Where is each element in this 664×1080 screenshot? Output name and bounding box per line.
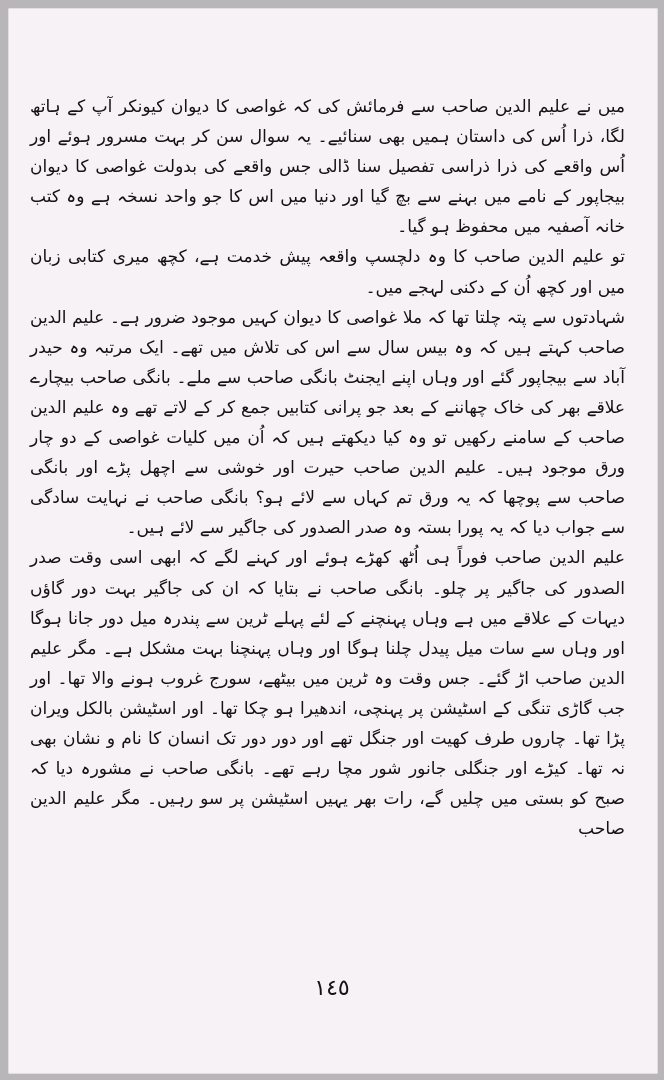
paragraph: علیم الدین صاحب فوراً ہی اُٹھ کھڑے ہوئے اور کہنے لگے کہ ابھی اسی وقت صدر الصدور کی جاگیر پر چلو۔ بانگی صاحب نے بتایا کہ ان کی جاگیر بہت دور گاؤں دیہات کے علاقے میں ہے وہاں پہنچنے کے لئے پہلے ٹرین سے پندرہ میل دور جانا ہوگا اور وہاں سے سات میل پیدل چلنا ہوگا اور وہاں پہنچنا بہت مشکل ہے۔ مگر علیم الدین صاحب اڑ گئے۔ جس وقت وہ ٹرین میں بیٹھے، سورج غروب ہونے والا تھا۔ اور جب گاڑی تنگی کے اسٹیشن پر پہنچی، اندھیرا ہو چکا تھا۔ اور اسٹیشن بالکل ویران پڑا تھا۔ چاروں طرف کھیت اور جنگل تھے اور دور دور تک انسان کا نام و نشان بھی نہ تھا۔ کیڑے اور جنگلی جانور شور مچا رہے تھے۔ بانگی صاحب نے مشورہ دیا کہ صبح کو بستی میں چلیں گے، رات بھر یہیں اسٹیشن پر سو رہیں۔ مگر علیم الدین صاحب xyxy=(30,548,625,840)
page-number: ١٤٥ xyxy=(314,976,350,1001)
paragraph: میں نے علیم الدین صاحب سے فرمائش کی کہ غواصی کا دیوان کیونکر آپ کے ہاتھ لگا، ذرا اُس کی داستان ہمیں بھی سنائیے۔ یہ سوال سن کر بہت مسرور ہوئے اور اُس واقعے کی ذرا ذراسی تفصیل سنا ڈالی جس واقعے کی بدولت غواصی کا دیوان بیجاپور کے نامے میں بہنے سے بچ گیا اور دنیا میں اس کا جو واحد نسخہ ہے وہ کتب خانہ آصفیہ میں محفوظ ہو گیا۔ xyxy=(30,97,625,238)
body-text xyxy=(30,92,625,844)
paragraph: تو علیم الدین صاحب کا وہ دلچسپ واقعہ پیش خدمت ہے، کچھ میری کتابی زبان میں اور کچھ اُن کے دکنی لہجے میں۔ xyxy=(30,247,625,298)
paragraph: شہادتوں سے پتہ چلتا تھا کہ ملا غواصی کا دیوان کہیں موجود ضرور ہے۔ علیم الدین صاحب کہتے ہیں کہ وہ بیس سال سے اس کی تلاش میں تھے۔ ایک مرتبہ وہ حیدر آباد سے بیجاپور گئے اور وہاں اپنے ایجنٹ بانگی صاحب سے ملے۔ بانگی صاحب بیچارے علاقے بھر کی خاک چھاننے کے بعد جو پرانی کتابیں جمع کر کے لاتے تھے وہ علیم الدین صاحب کے سامنے رکھیں تو وہ کیا دیکھتے ہیں کہ اُن میں کلیات غواصی کے دو چار ورق موجود ہیں۔ علیم الدین صاحب حیرت اور خوشی سے اچھل پڑے اور بانگی صاحب سے پوچھا کہ یہ ورق تم کہاں سے لائے ہو؟ بانگی صاحب نے نہایت سادگی سے جواب دیا کہ یہ پورا بستہ وہ صدر الصدور کی جاگیر سے لائے ہیں۔ xyxy=(30,307,625,539)
